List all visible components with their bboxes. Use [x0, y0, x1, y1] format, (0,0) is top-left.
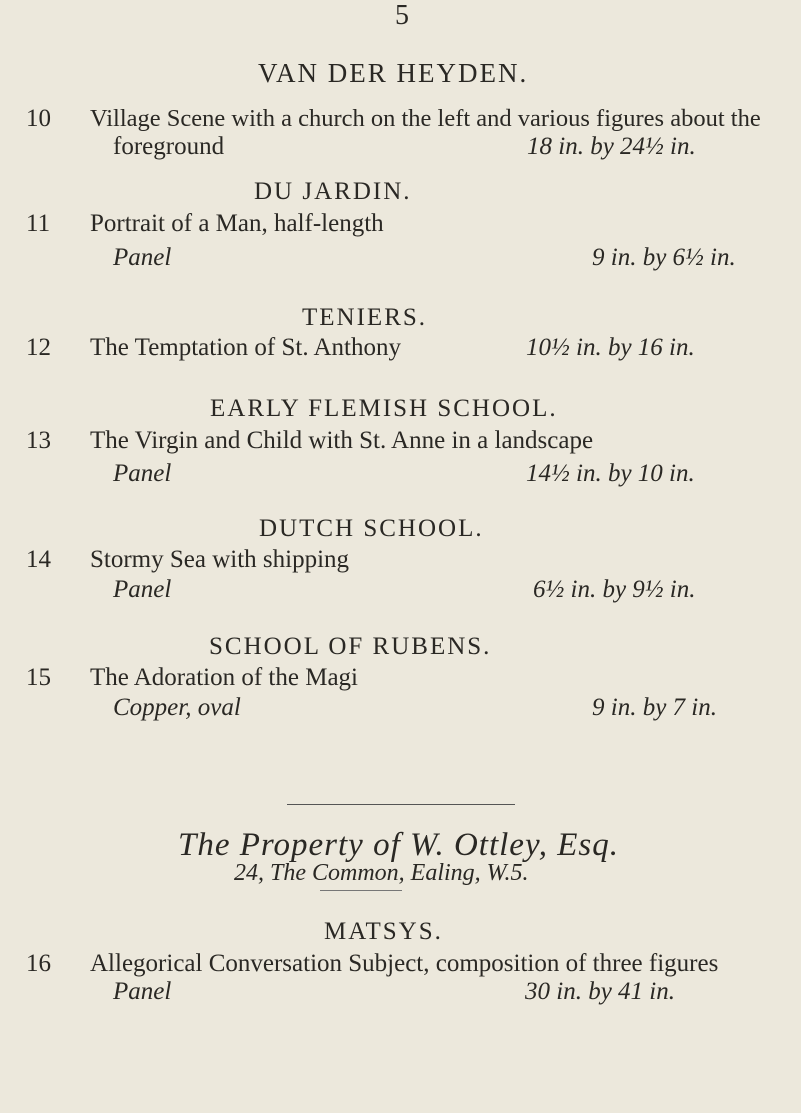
lot-dimensions: 30 in. by 41 in.	[525, 978, 675, 1005]
lot-dimensions: 14½ in. by 10 in.	[526, 460, 695, 487]
lot-medium: Panel	[113, 978, 172, 1005]
lot-dimensions: 9 in. by 6½ in.	[592, 244, 736, 271]
artist-heading: DU JARDIN.	[254, 178, 412, 205]
lot-medium: Copper, oval	[113, 694, 241, 721]
artist-heading: DUTCH SCHOOL.	[259, 515, 484, 542]
lot-title: Stormy Sea with shipping	[90, 546, 350, 573]
lot-medium: Panel	[113, 460, 172, 487]
artist-heading: EARLY FLEMISH SCHOOL.	[210, 395, 558, 422]
lot-title: Village Scene with a church on the left and various figures about the	[90, 105, 761, 132]
artist-heading: TENIERS.	[302, 304, 428, 331]
lot-title: The Adoration of the Magi	[90, 664, 358, 691]
artist-heading: SCHOOL OF RUBENS.	[209, 633, 492, 660]
lot-number: 14	[26, 546, 51, 573]
lot-dimensions: 18 in. by 24½ in.	[527, 133, 696, 160]
lot-title: The Temptation of St. Anthony	[90, 334, 401, 361]
lot-dimensions: 10½ in. by 16 in.	[526, 334, 695, 361]
divider-rule	[287, 804, 515, 805]
lot-number: 10	[26, 105, 51, 132]
artist-heading: MATSYS.	[324, 918, 443, 945]
lot-medium: Panel	[113, 244, 172, 271]
lot-title-continued: foreground	[113, 133, 225, 160]
lot-number: 12	[26, 334, 51, 361]
lot-number: 16	[26, 950, 51, 977]
lot-dimensions: 9 in. by 7 in.	[592, 694, 717, 721]
lot-title: Portrait of a Man, half-length	[90, 210, 384, 237]
lot-number: 15	[26, 664, 51, 691]
lot-dimensions: 6½ in. by 9½ in.	[533, 576, 696, 603]
lot-number: 13	[26, 427, 51, 454]
artist-heading: VAN DER HEYDEN.	[258, 58, 529, 88]
page-number: 5	[395, 0, 409, 31]
property-address: 24, The Common, Ealing, W.5.	[234, 860, 529, 886]
lot-number: 11	[26, 210, 51, 237]
property-heading: The Property of W. Ottley, Esq.	[178, 827, 620, 863]
lot-title: The Virgin and Child with St. Anne in a landscape	[90, 427, 594, 454]
divider-rule	[320, 890, 402, 891]
lot-title: Allegorical Conversation Subject, composition of three figures	[90, 950, 719, 977]
lot-medium: Panel	[113, 576, 172, 603]
